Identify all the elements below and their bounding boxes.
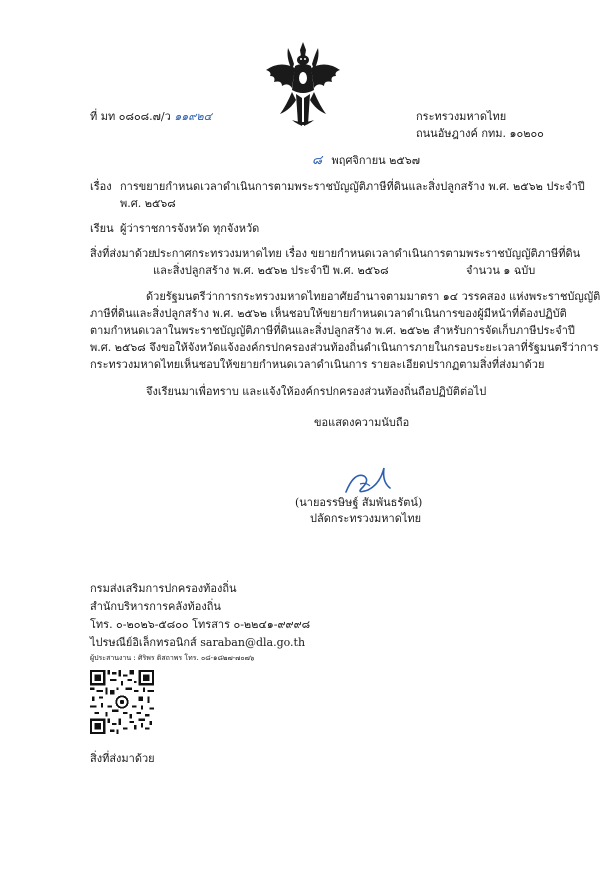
- garuda-emblem-icon: [262, 40, 344, 130]
- subject-line-1: การขยายกำหนดเวลาดำเนินการตามพระราชบัญญัติภาษีที่ดินและสิ่งปลูกสร้าง พ.ศ. ๒๕๖๒ ประจำปี: [120, 180, 585, 193]
- body-line-3: ตามกำหนดเวลาในพระราชบัญญัติภาษีที่ดินและสิ่งปลูกสร้าง พ.ศ. ๒๕๖๒ สำหรับการจัดเก็บภาษีประจำปี: [90, 324, 575, 337]
- date-day-handwritten: ๘: [312, 153, 323, 168]
- salutation-label: เรียน: [90, 222, 114, 235]
- enclosure-count: จำนวน ๑ ฉบับ: [466, 264, 536, 277]
- body-line-1: ด้วยรัฐมนตรีว่าการกระทรวงมหาดไทยอาศัยอำนาจตามมาตรา ๑๔ วรรคสอง แห่งพระราชบัญญัติ: [146, 290, 600, 303]
- subject-line-2: พ.ศ. ๒๕๖๘: [120, 197, 176, 210]
- signature-icon: [340, 462, 394, 498]
- salutation-recipient: ผู้ว่าราชการจังหวัด ทุกจังหวัด: [120, 222, 260, 235]
- enclosure-line-1: ประกาศกระทรวงมหาดไทย เรื่อง ขยายกำหนดเวลาดำเนินการตามพระราชบัญญัติภาษีที่ดิน: [153, 247, 581, 260]
- signer-name: (นายอรรษิษฐ์ สัมพันธรัตน์): [295, 496, 423, 509]
- footer-attachment-label: สิ่งที่ส่งมาด้วย: [90, 752, 155, 765]
- body-line-2: ภาษีที่ดินและสิ่งปลูกสร้าง พ.ศ. ๒๕๖๒ เห็นชอบให้ขยายกำหนดเวลาดำเนินการของผู้มีหน้าที่ต้องปฏิบัติ: [90, 307, 567, 320]
- document-number: [90, 110, 212, 124]
- footer-department: กรมส่งเสริมการปกครองท้องถิ่น: [90, 582, 237, 595]
- document-number-prefix: ที่ มท ๐๘๐๘.๗/ว: [90, 110, 171, 123]
- enclosure-line-2: และสิ่งปลูกสร้าง พ.ศ. ๒๕๖๒ ประจำปี พ.ศ. ๒๕๖๘: [153, 264, 389, 277]
- footer-email: ไปรษณีย์อิเล็กทรอนิกส์ saraban@dla.go.th: [90, 636, 306, 649]
- footer-coordinator: ผู้ประสานงาน : ศิริพร ติสถาพร โทร. ๐๘-๑๘๒๗-๗๐๗๖: [90, 654, 255, 662]
- footer-phone: โทร. ๐-๒๐๒๖-๕๘๐๐ โทรสาร ๐-๒๒๔๑-๙๙๙๘: [90, 618, 311, 631]
- ministry-name: กระทรวงมหาดไทย: [416, 110, 507, 123]
- date-month-year: พฤศจิกายน ๒๕๖๗: [331, 154, 420, 167]
- footer-office: สำนักบริหารการคลังท้องถิ่น: [90, 600, 221, 613]
- body-line-5: กระทรวงมหาดไทยเห็นชอบให้ขยายกำหนดเวลาดำเนินการ รายละเอียดปรากฏตามสิ่งที่ส่งมาด้วย: [90, 358, 545, 371]
- body-line-4: พ.ศ. ๒๕๖๘ จึงขอให้จังหวัดแจ้งองค์กรปกครองส่วนท้องถิ่นดำเนินการภายในกรอบระยะเวลาที่รัฐมนตรีว่าการ: [90, 341, 599, 354]
- qr-code-icon[interactable]: [90, 670, 154, 734]
- enclosure-label: สิ่งที่ส่งมาด้วย: [90, 247, 155, 260]
- subject-label: เรื่อง: [90, 180, 112, 193]
- ministry-address: ถนนอัษฎางค์ กทม. ๑๐๒๐๐: [416, 127, 544, 140]
- signer-title: ปลัดกระทรวงมหาดไทย: [310, 512, 422, 525]
- document-date: [312, 154, 420, 168]
- document-number-handwritten: ๑๑๙๒๔: [174, 110, 212, 123]
- body-closing-paragraph: จึงเรียนมาเพื่อทราบ และแจ้งให้องค์กรปกครองส่วนท้องถิ่นถือปฏิบัติต่อไป: [146, 385, 487, 398]
- closing-regards: ขอแสดงความนับถือ: [314, 416, 410, 429]
